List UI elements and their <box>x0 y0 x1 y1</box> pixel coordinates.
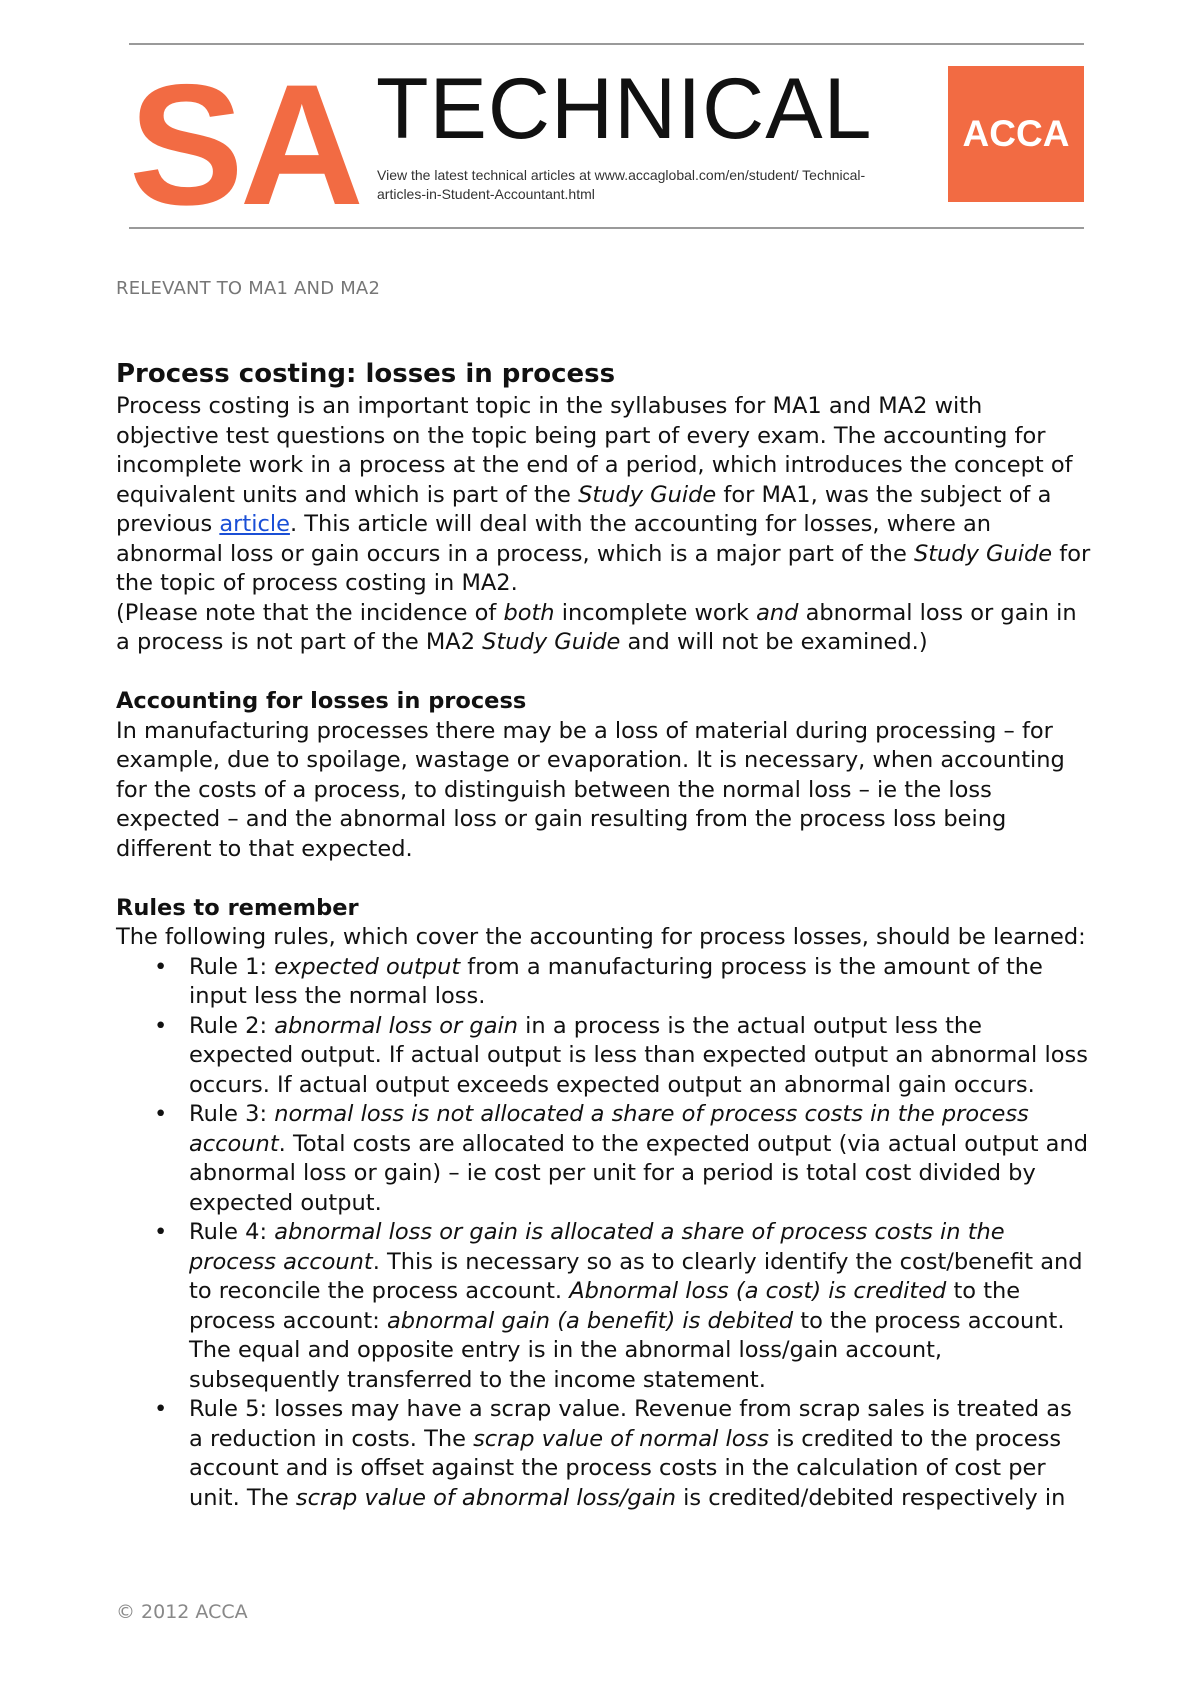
section-heading-accounting: Accounting for losses in process <box>116 688 527 714</box>
relevance-note: RELEVANT TO MA1 AND MA2 <box>116 278 381 299</box>
bullet-icon: • <box>154 1219 168 1245</box>
note-paragraph <box>116 599 1091 658</box>
section-paragraph-accounting: In manufacturing processes there may be a loss of material during processing – for example, due to spoilage, wastage or evaporation. It is necessary, when accounting for the costs of a process, to distinguish between the normal loss – ie the loss expected – and the abnormal loss or gain resulting from the process loss being different to that expected. <box>116 717 1065 862</box>
rules-list <box>116 953 1091 1514</box>
copyright-footer: © 2012 ACCA <box>116 1601 248 1623</box>
italic-run: expected output <box>274 953 461 980</box>
text-run: for MA1, was the subject of a previous <box>116 481 1052 537</box>
italic-run: Study Guide <box>482 629 621 655</box>
list-item-rule-1 <box>116 953 1091 1012</box>
spacer <box>116 658 1091 688</box>
text-run: . This is necessary so as to clearly identify the cost/benefit and to reconcile the process account. <box>189 1248 1083 1304</box>
text-run: and will not be examined.) <box>620 629 928 655</box>
section-paragraph-rules: The following rules, which cover the accounting for process losses, should be learned: <box>116 924 1086 950</box>
text-run: in a process is the actual output less the expected output. If actual output is less than expected output an abnormal loss occurs. If actual output exceeds expected output an abnormal gain occurs. <box>189 1012 1088 1098</box>
text-run: to the process account: <box>189 1278 1021 1334</box>
masthead-tagline: View the latest technical articles at www.accaglobal.com/en/student/ Technical-articles-in-Student-Accountant.html <box>377 167 866 202</box>
masthead-title: TECHNICAL <box>376 61 873 157</box>
text-run: Rule 2: <box>189 1012 275 1039</box>
text-run: Rule 4: <box>189 1219 275 1245</box>
text-run: . Total costs are allocated to the expected output (via actual output and abnormal loss or gain) – ie cost per unit for a period is total cost divided by expected output. <box>189 1130 1089 1216</box>
bullet-icon: • <box>154 953 168 980</box>
text-run: (Please note that the incidence of <box>116 599 504 626</box>
italic-run: and <box>756 599 799 626</box>
text-run: to the process account. The equal and opposite entry is in the abnormal loss/gain account, subsequently transferred to the income statement. <box>189 1307 1065 1393</box>
previous-article-link[interactable]: article <box>219 511 290 537</box>
italic-run: Study Guide <box>578 481 717 508</box>
text-run: Rule 1: <box>189 953 275 980</box>
italic-run: abnormal loss or gain is allocated a share of process costs in the process account <box>189 1219 1005 1275</box>
bullet-icon: • <box>154 1012 168 1039</box>
text-run: Rule 5: losses may have a scrap value. Revenue from scrap sales is treated as a reduction in costs. The <box>189 1396 1072 1452</box>
list-item-rule-3 <box>116 1100 1091 1218</box>
bullet-icon: • <box>154 1396 168 1422</box>
masthead <box>129 43 1084 241</box>
italic-run: abnormal loss or gain <box>274 1012 519 1039</box>
text-run: . This article will deal with the accounting for losses, where an abnormal loss or gain occurs in a process, which is a major part of the <box>116 511 991 567</box>
sa-logo: SA <box>129 49 360 241</box>
article-title: Process costing: losses in process <box>116 359 616 389</box>
text-run: is credited to the process account and is offset against the process costs in the calculation of cost per unit. The <box>189 1425 1062 1511</box>
text-run: for the topic of process costing in MA2. <box>116 540 1091 596</box>
text-run: incomplete work <box>554 599 757 626</box>
list-item-rule-2 <box>116 1012 1091 1101</box>
italic-run: abnormal gain (a benefit) is debited <box>387 1307 794 1334</box>
article-body <box>116 357 1091 1513</box>
italic-run: Abnormal loss (a cost) is credited <box>569 1278 947 1304</box>
italic-run: Study Guide <box>913 540 1053 567</box>
spacer <box>116 864 1091 894</box>
text-run: from a manufacturing process is the amount of the input less the normal loss. <box>189 953 1043 1009</box>
bullet-icon: • <box>154 1101 168 1127</box>
text-run: Process costing is an important topic in the syllabuses for MA1 and MA2 with objective test questions on the topic being part of every exam. The accounting for incomplete work in a process at the end of a period, which introduces the concept of equivalent units and which is part of the <box>116 393 1073 508</box>
text-run: is credited/debited respectively in <box>676 1484 1066 1511</box>
intro-paragraph <box>116 392 1091 599</box>
text-run: abnormal loss or gain in a process is not part of the MA2 <box>116 599 1077 655</box>
list-item-rule-4 <box>116 1218 1091 1395</box>
section-heading-rules: Rules to remember <box>116 894 359 921</box>
italic-run: scrap value of normal loss <box>473 1425 769 1452</box>
text-run: Rule 3: <box>189 1101 275 1127</box>
list-item-rule-5 <box>116 1395 1091 1513</box>
italic-run: normal loss is not allocated a share of process costs in the process account <box>189 1101 1029 1157</box>
italic-run: scrap value of abnormal loss/gain <box>295 1484 677 1511</box>
acca-logo: ACCA <box>948 66 1084 202</box>
italic-run: both <box>503 599 555 626</box>
